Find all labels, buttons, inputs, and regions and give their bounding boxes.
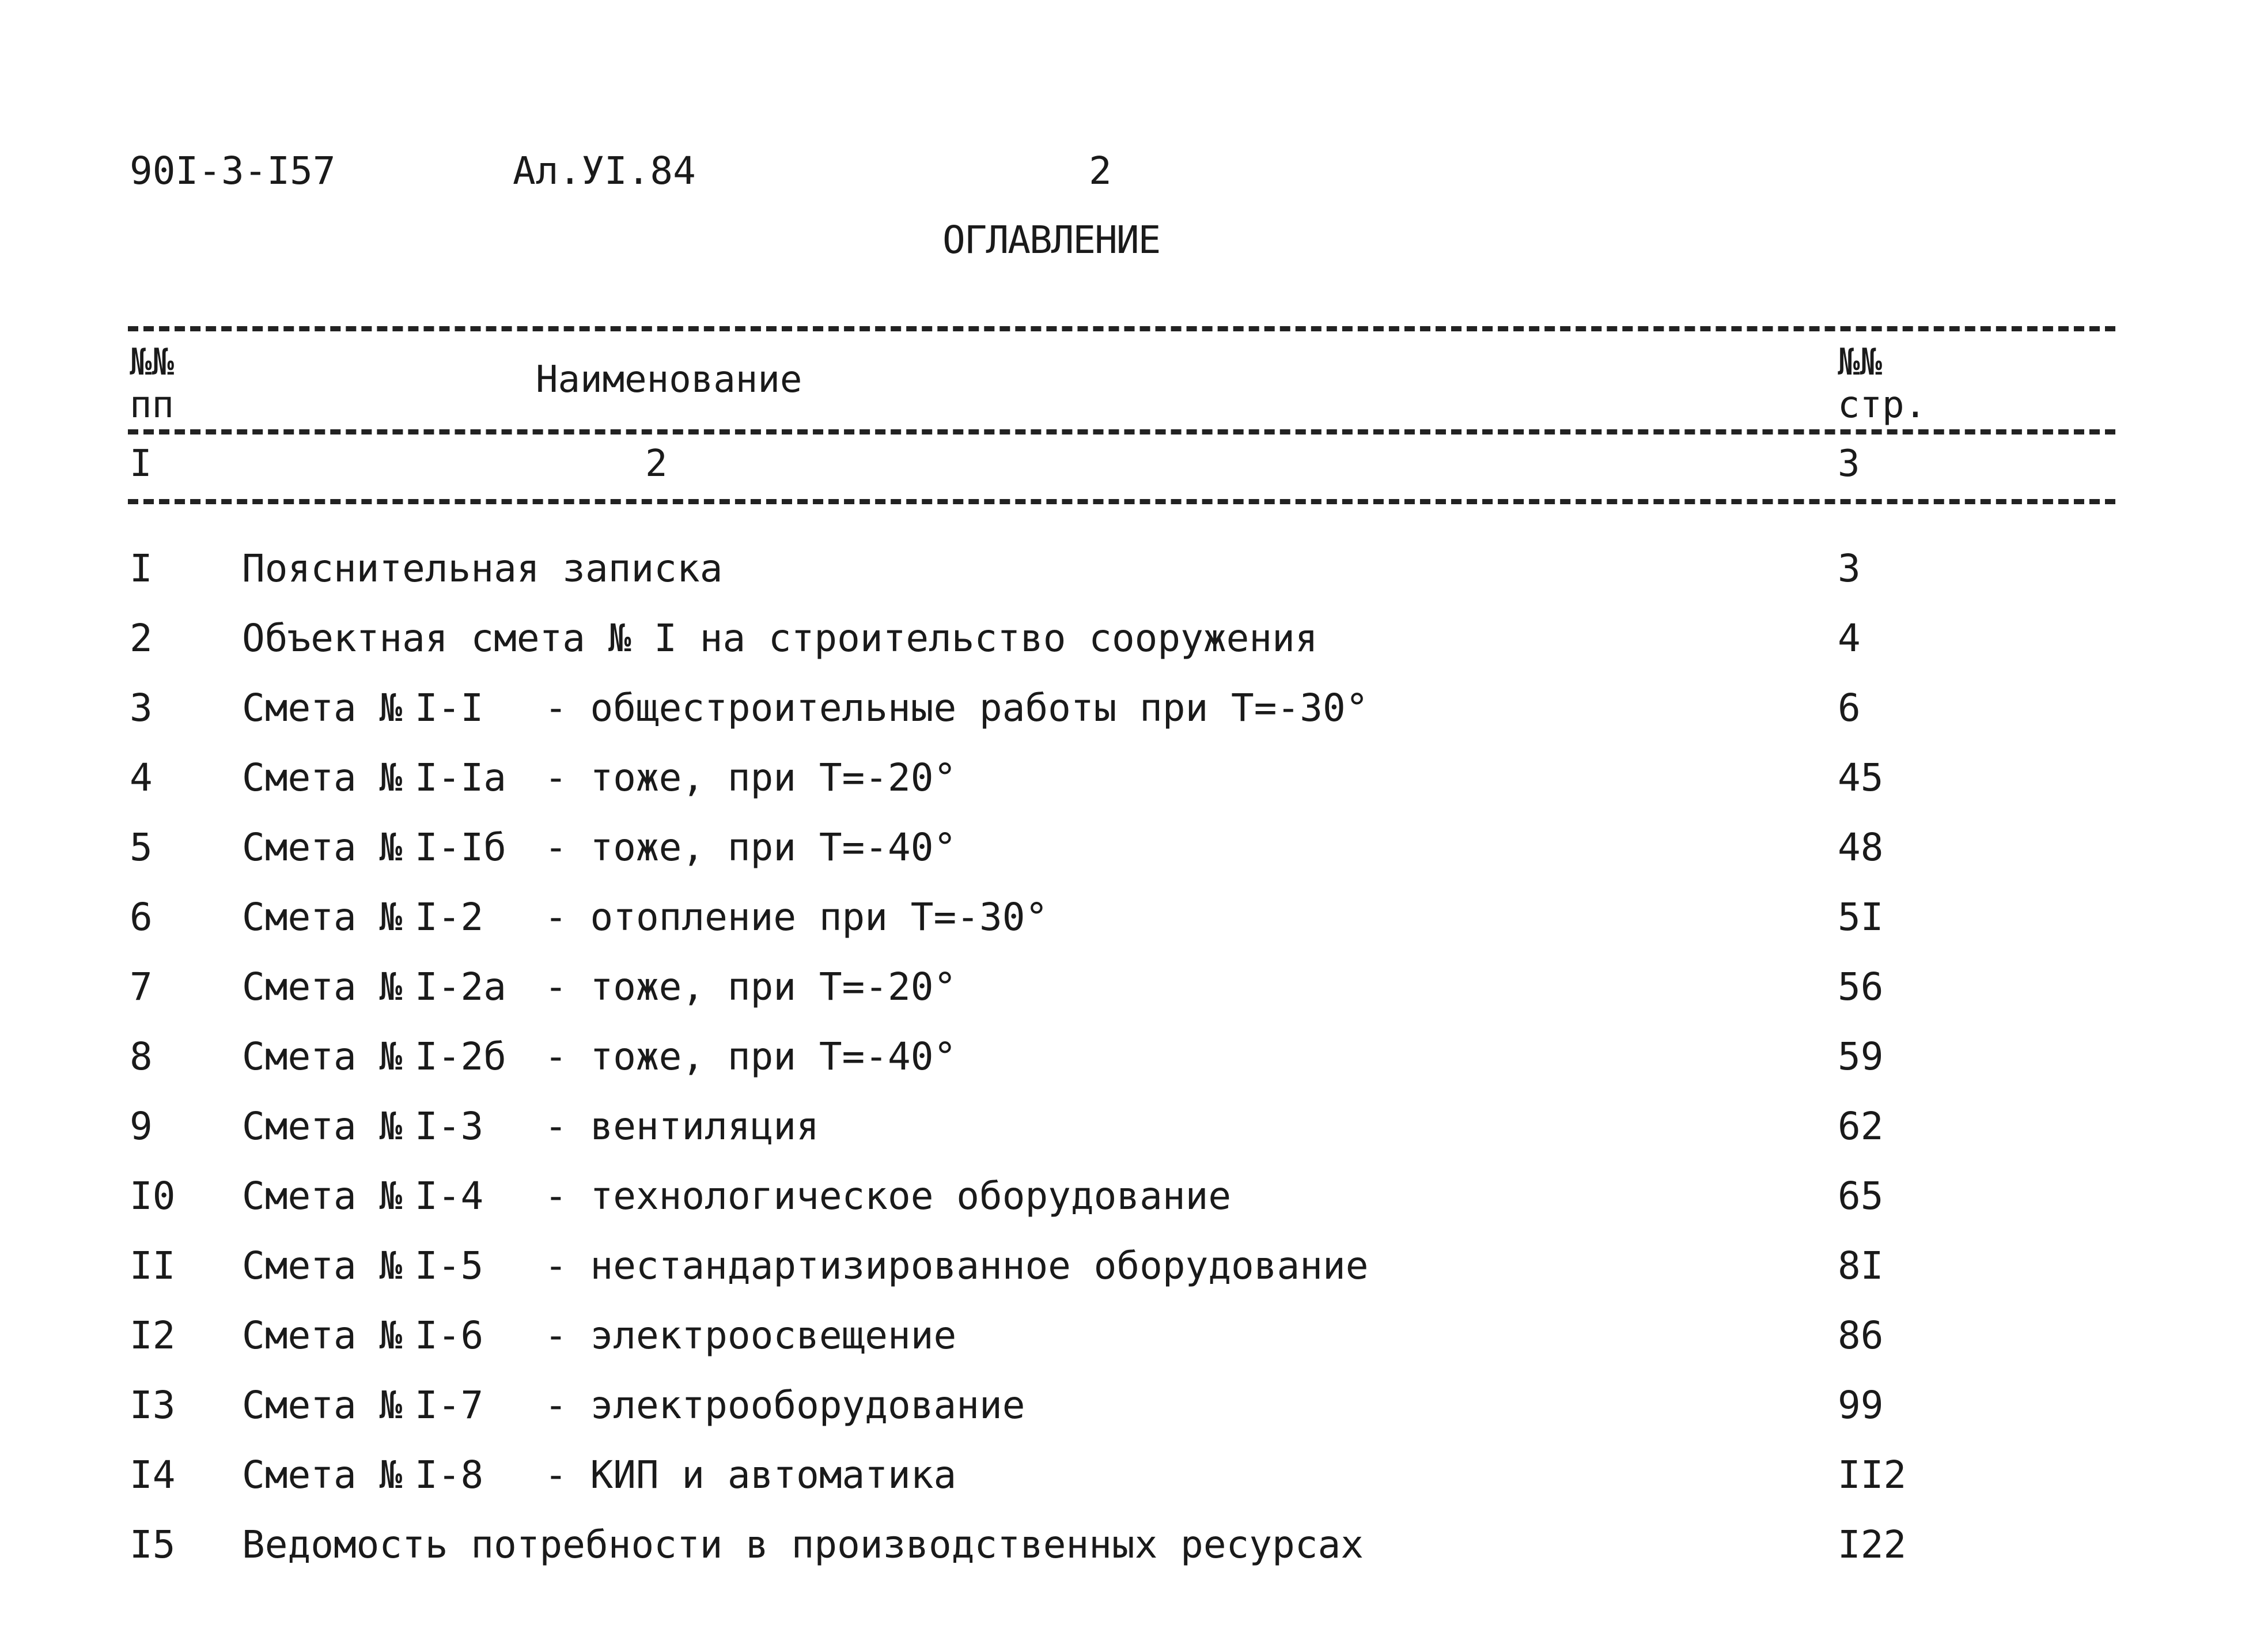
column-header-number-line1: №№ — [130, 341, 175, 384]
row-page: 59 — [1838, 1034, 1884, 1079]
row-estimate-code: I-8 — [415, 1453, 484, 1497]
row-page: 86 — [1838, 1313, 1884, 1358]
row-number: I — [130, 546, 153, 591]
toc-row — [0, 1522, 2268, 1592]
toc-row — [0, 1453, 2268, 1522]
toc-row — [0, 1174, 2268, 1243]
row-estimate-label: Смета № — [242, 755, 403, 800]
row-title: Объектная смета № I на строительство сооружения — [242, 616, 1318, 660]
row-title: Пояснительная записка — [242, 546, 723, 591]
row-estimate-code: I-2а — [415, 965, 506, 1009]
row-page: 99 — [1838, 1383, 1884, 1427]
row-estimate-code: I-I — [415, 686, 484, 730]
row-page: 8I — [1838, 1244, 1884, 1288]
toc-row — [0, 546, 2268, 615]
row-number: 7 — [130, 965, 153, 1009]
row-title: - тоже, при Т=-40° — [544, 1034, 957, 1079]
row-number: 9 — [130, 1104, 153, 1148]
row-number: I2 — [130, 1313, 176, 1358]
row-page: 62 — [1838, 1104, 1884, 1148]
row-title: - тоже, при Т=-20° — [544, 965, 957, 1009]
toc-row — [0, 1104, 2268, 1173]
toc-row — [0, 755, 2268, 825]
toc-row — [0, 1383, 2268, 1452]
column-header-page-line1: №№ — [1838, 341, 1883, 384]
row-estimate-code: I-3 — [415, 1104, 484, 1148]
row-number: 4 — [130, 755, 153, 800]
row-estimate-label: Смета № — [242, 1244, 403, 1288]
row-estimate-label: Смета № — [242, 895, 403, 939]
toc-row — [0, 1244, 2268, 1313]
row-page: 56 — [1838, 965, 1884, 1009]
row-number: 3 — [130, 686, 153, 730]
album-number: Ал.УI.84 — [513, 149, 696, 193]
row-title: - технологическое оборудование — [544, 1174, 1232, 1218]
row-estimate-label: Смета № — [242, 1034, 403, 1079]
row-page: 4 — [1838, 616, 1861, 660]
row-number: 6 — [130, 895, 153, 939]
divider-header — [128, 429, 2115, 434]
row-estimate-code: I-Iб — [415, 825, 506, 870]
divider-index — [128, 499, 2115, 504]
toc-row — [0, 1313, 2268, 1382]
row-page: 45 — [1838, 755, 1884, 800]
row-title: - вентиляция — [544, 1104, 819, 1148]
row-number: I3 — [130, 1383, 176, 1427]
column-header-name: Наименование — [536, 358, 802, 401]
toc-row — [0, 825, 2268, 894]
row-page: II2 — [1838, 1453, 1907, 1497]
column-index-1: I — [130, 443, 152, 485]
row-number: I4 — [130, 1453, 176, 1497]
toc-row — [0, 1034, 2268, 1104]
row-number: 8 — [130, 1034, 153, 1079]
row-page: 65 — [1838, 1174, 1884, 1218]
row-estimate-label: Смета № — [242, 965, 403, 1009]
column-index-2: 2 — [645, 443, 668, 485]
row-estimate-label: Смета № — [242, 1453, 403, 1497]
row-title: - отопление при Т=-30° — [544, 895, 1048, 939]
row-estimate-label: Смета № — [242, 1313, 403, 1358]
row-title: - КИП и автоматика — [544, 1453, 957, 1497]
page-title: ОГЛАВЛЕНИЕ — [942, 218, 1160, 262]
row-estimate-label: Смета № — [242, 825, 403, 870]
row-number: I5 — [130, 1522, 176, 1567]
row-title: - электроосвещение — [544, 1313, 957, 1358]
row-number: II — [130, 1244, 176, 1288]
column-header-number-line2: пп — [130, 384, 175, 426]
toc-row — [0, 686, 2268, 755]
row-title: - электрооборудование — [544, 1383, 1025, 1427]
document-code: 90I-3-I57 — [130, 149, 336, 193]
row-title: - тоже, при Т=-40° — [544, 825, 957, 870]
row-estimate-label: Смета № — [242, 1174, 403, 1218]
row-title: - тоже, при Т=-20° — [544, 755, 957, 800]
row-page: 48 — [1838, 825, 1884, 870]
column-header-page — [1838, 341, 1926, 426]
row-title: - общестроительные работы при Т=-30° — [544, 686, 1369, 730]
row-estimate-label: Смета № — [242, 1104, 403, 1148]
row-estimate-code: I-4 — [415, 1174, 484, 1218]
row-estimate-code: I-6 — [415, 1313, 484, 1358]
row-page: 5I — [1838, 895, 1884, 939]
column-index-3: 3 — [1838, 443, 1860, 485]
row-estimate-code: I-Iа — [415, 755, 506, 800]
row-title: - нестандартизированное оборудование — [544, 1244, 1369, 1288]
row-estimate-code: I-2б — [415, 1034, 506, 1079]
row-estimate-code: I-7 — [415, 1383, 484, 1427]
toc-row — [0, 895, 2268, 964]
row-page: 3 — [1838, 546, 1861, 591]
row-title: Ведомость потребности в производственных ресурсах — [242, 1522, 1364, 1567]
column-header-number — [130, 341, 174, 426]
page-number: 2 — [1089, 149, 1112, 193]
row-estimate-label: Смета № — [242, 1383, 403, 1427]
row-number: I0 — [130, 1174, 176, 1218]
toc-row — [0, 616, 2268, 685]
row-estimate-label: Смета № — [242, 686, 403, 730]
row-estimate-code: I-5 — [415, 1244, 484, 1288]
toc-row — [0, 965, 2268, 1034]
row-page: 6 — [1838, 686, 1861, 730]
row-number: 2 — [130, 616, 153, 660]
divider-top — [128, 326, 2115, 331]
row-page: I22 — [1838, 1522, 1907, 1567]
row-number: 5 — [130, 825, 153, 870]
row-estimate-code: I-2 — [415, 895, 484, 939]
column-header-page-line2: стр. — [1838, 384, 1927, 426]
